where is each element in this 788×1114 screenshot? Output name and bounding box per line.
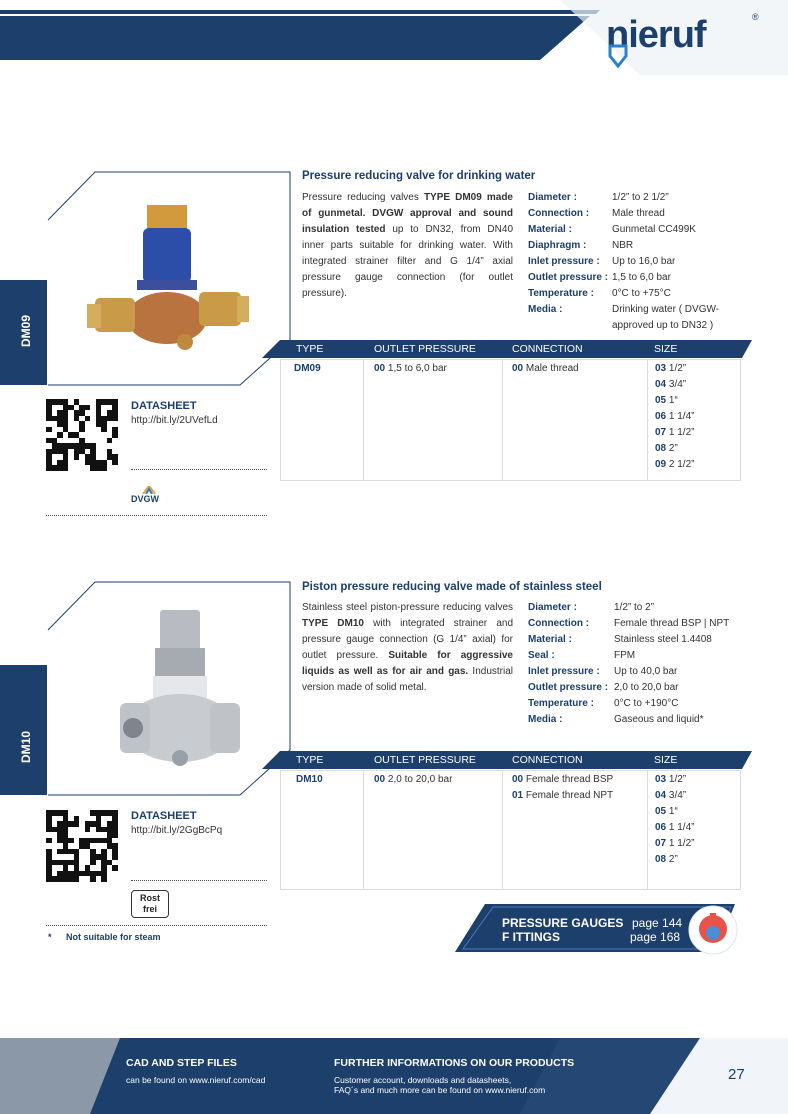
divider (131, 880, 267, 881)
spec-key: Inlet pressure : (528, 256, 600, 267)
spec-value: 2,0 to 20,0 bar (614, 682, 679, 693)
spec-value: 1,5 to 6,0 bar (612, 272, 671, 283)
spec-key: Temperature : (528, 698, 594, 709)
cell-type (296, 772, 323, 788)
spec-value: FPM (614, 650, 636, 661)
desc-part-bold: Suitable for aggressive liquids as well as for air and gas. (302, 650, 513, 677)
datasheet-link[interactable]: http://bit.ly/2GgBcPq (131, 825, 223, 836)
desc-part: Stainless steel piston-pressure reducing valves (302, 602, 513, 613)
cell-pressure (374, 361, 447, 377)
spec-row (528, 254, 728, 270)
pressure-text: 2,0 to 20,0 bar (387, 774, 453, 785)
spec-row (528, 616, 738, 632)
table-col-type (280, 770, 364, 890)
spec-key: Seal : (528, 650, 555, 661)
size-row: 07 1 1/2” (655, 838, 695, 849)
pressure-text: 1,5 to 6,0 bar (387, 363, 447, 374)
logo-shield-icon (608, 44, 628, 68)
size-row: 09 2 1/2” (655, 459, 695, 470)
product-dm09 (0, 160, 788, 520)
size-row: 03 1/2” (655, 363, 687, 374)
spec-key: Outlet pressure : (528, 272, 609, 283)
spec-key: Media : (528, 304, 563, 315)
col-connection-header: CONNECTION (512, 754, 583, 766)
footnote-mark: * (48, 932, 52, 942)
spec-value: Up to 16,0 bar (612, 256, 676, 267)
desc-part: up to DN32, from DN40 inner parts suitable for drinking water. With integrated strainer filter and G 1/4” axial pressure gauge connection (for outlet pressure). (302, 224, 513, 299)
desc-part: Pressure reducing valves (302, 192, 424, 203)
valve-image (115, 608, 265, 778)
divider (46, 515, 267, 516)
product-description (302, 600, 513, 696)
table-col-pressure (363, 770, 503, 890)
col-type-header: TYPE (296, 754, 324, 766)
size-row: 06 1 1/4” (655, 822, 695, 833)
spec-key: Connection : (528, 618, 590, 629)
registered-mark: ® (752, 12, 759, 22)
spec-value: Stainless steel 1.4408 (614, 634, 712, 645)
cell-connection (512, 361, 579, 377)
spec-value: Up to 40,0 bar (614, 666, 678, 677)
page-number: 27 (728, 1066, 745, 1083)
spec-key: Diaphragm : (528, 240, 587, 251)
spec-row (528, 600, 738, 616)
col-size-header: SIZE (654, 343, 678, 355)
pressure-code: 00 (374, 774, 386, 785)
col-pressure-header: OUTLET PRESSURE (374, 343, 476, 355)
spec-list (528, 190, 728, 334)
table-header (262, 751, 752, 769)
footer-info (334, 1057, 574, 1095)
dvgw-badge (131, 486, 167, 508)
desc-part-bold: TYPE DM09 made of gunmetal. DVGW approval and sound insulation tested (302, 192, 513, 235)
datasheet-label: DATASHEET (131, 400, 197, 412)
type-code: DM10 (296, 774, 323, 785)
size-row: 05 1“ (655, 395, 678, 406)
col-type-header: TYPE (296, 343, 324, 355)
spec-value: Gunmetal CC499K (612, 224, 696, 235)
crossref-item[interactable] (502, 916, 692, 930)
spec-row (528, 270, 728, 286)
spec-list (528, 600, 738, 728)
table-col-pressure (363, 359, 503, 481)
col-connection-header: CONNECTION (512, 343, 583, 355)
desc-part: Industrial version made of solid metal. (302, 666, 513, 693)
dvgw-text: DVGW (131, 494, 159, 504)
spec-key: Material : (528, 224, 572, 235)
crossref-label: F ITTINGS (502, 930, 560, 944)
table-col-connection (502, 359, 648, 481)
spec-row (528, 648, 738, 664)
size-row: 07 1 1/2” (655, 427, 695, 438)
spec-value: NBR (612, 240, 634, 251)
spec-key: Diameter : (528, 192, 577, 203)
connection-text: Male thread (525, 363, 579, 374)
spec-row (528, 680, 738, 696)
brand-logo (606, 12, 759, 57)
side-label: DM10 (19, 731, 33, 764)
footer-cad (126, 1057, 265, 1085)
spec-key: Connection : (528, 208, 590, 219)
desc-part: with integrated strainer and pressure gauge connection (G 1/4” axial) for outlet pressure. (302, 618, 514, 661)
product-title: Piston pressure reducing valve made of stainless steel (302, 581, 602, 593)
spec-row (528, 712, 738, 728)
crossref-banner[interactable] (502, 916, 692, 944)
cad-title: CAD AND STEP FILES (126, 1057, 237, 1069)
size-row: 04 3/4” (655, 379, 687, 390)
badge-line: frei (142, 904, 157, 914)
spec-row (528, 222, 728, 238)
pressure-code: 00 (374, 363, 386, 374)
spec-row (528, 286, 728, 302)
divider (131, 469, 267, 470)
spec-value: Male thread (612, 208, 665, 219)
spec-row (528, 190, 728, 206)
size-row: 03 1/2” (655, 774, 687, 785)
size-row: 08 2” (655, 854, 678, 865)
type-code: DM09 (294, 363, 321, 374)
crossref-page: page 168 (630, 930, 681, 944)
info-text: Customer account, downloads and datasheets, (334, 1075, 512, 1085)
spec-row (528, 696, 738, 712)
size-row: 04 3/4” (655, 790, 687, 801)
spec-value: Gaseous and liquid* (614, 714, 704, 725)
spec-key: Inlet pressure : (528, 666, 600, 677)
spec-value: 1/2” to 2” (614, 602, 655, 613)
spec-key: Outlet pressure : (528, 682, 609, 693)
badge-line: Rost (140, 893, 160, 903)
cell-connection (512, 772, 613, 804)
valve-image (85, 200, 255, 370)
size-row: 08 2” (655, 443, 678, 454)
datasheet-link[interactable]: http://bit.ly/2UVefLd (131, 415, 218, 426)
qr-code[interactable] (46, 810, 118, 882)
spec-key: Temperature : (528, 288, 594, 299)
crossref-label: PRESSURE GAUGES (502, 916, 624, 930)
connection-row: 00 Female thread BSP (512, 774, 614, 785)
col-size-header: SIZE (654, 754, 678, 766)
cell-sizes (655, 361, 694, 473)
rostfrei-badge (131, 890, 169, 918)
spec-key: Media : (528, 714, 563, 725)
table-header (262, 340, 752, 358)
col-pressure-header: OUTLET PRESSURE (374, 754, 476, 766)
crossref-page: page 144 (632, 916, 683, 930)
side-label: DM09 (19, 315, 33, 348)
spec-key: Material : (528, 634, 572, 645)
qr-code[interactable] (46, 399, 118, 471)
connection-code: 00 (512, 363, 524, 374)
cell-pressure (374, 772, 452, 788)
spec-row (528, 206, 728, 222)
qr-module (112, 465, 118, 471)
logo-text: nieruf (606, 14, 706, 56)
footnote-text: Not suitable for steam (66, 932, 161, 942)
desc-part-bold: TYPE DM10 (302, 618, 364, 629)
spec-value: Drinking water ( DVGW-approved up to DN32 ) (612, 304, 720, 331)
spec-value: 0°C to +190°C (614, 698, 679, 709)
info-text[interactable]: FAQ´s and much more can be found on www.nieruf.com (334, 1085, 546, 1095)
gauge-fitting-icon (688, 905, 738, 955)
spec-row (528, 302, 728, 334)
crossref-item[interactable] (502, 930, 692, 944)
product-description (302, 190, 513, 302)
size-row: 05 1“ (655, 806, 678, 817)
spec-row (528, 664, 738, 680)
cell-type (294, 361, 321, 377)
connection-row: 01 Female thread NPT (512, 790, 614, 801)
product-dm10 (0, 570, 788, 950)
spec-value: 1/2” to 2 1/2” (612, 192, 669, 203)
divider (46, 925, 267, 926)
cell-sizes (655, 772, 694, 868)
footnote (48, 932, 161, 942)
table-col-type (280, 359, 364, 481)
spec-value: Female thread BSP | NPT (614, 618, 730, 629)
dvgw-flame-icon (141, 486, 157, 494)
size-row: 06 1 1/4” (655, 411, 695, 422)
spec-key: Diameter : (528, 602, 577, 613)
datasheet-label: DATASHEET (131, 810, 197, 822)
product-title: Pressure reducing valve for drinking water (302, 170, 536, 182)
spec-row (528, 238, 728, 254)
cad-text[interactable]: can be found on www.nieruf.com/cad (126, 1075, 266, 1085)
spec-row (528, 632, 738, 648)
info-title: FURTHER INFORMATIONS ON OUR PRODUCTS (334, 1057, 575, 1069)
spec-value: 0°C to +75°C (612, 288, 671, 299)
qr-module (112, 876, 118, 882)
